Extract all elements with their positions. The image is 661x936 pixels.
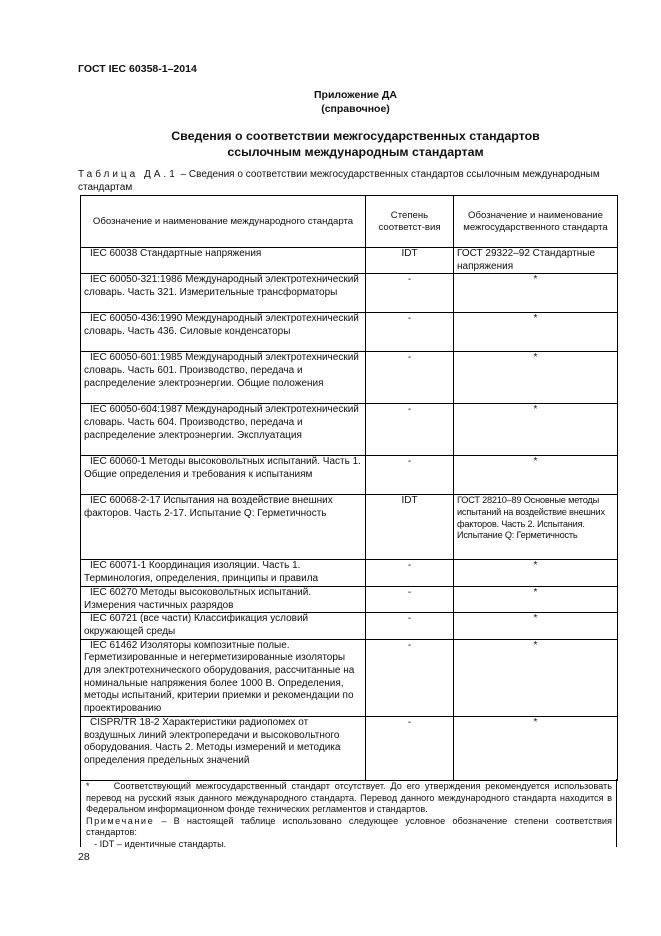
header-interstate-standard: Обозначение и наименование межгосударственного стандарта bbox=[454, 196, 618, 248]
row-gost: * bbox=[454, 313, 618, 352]
appendix-subtitle: (справочное) bbox=[321, 103, 390, 115]
row-degree: - bbox=[366, 274, 454, 313]
section-heading bbox=[25, 128, 661, 160]
row-gost: * bbox=[454, 456, 618, 495]
table-row bbox=[81, 716, 618, 780]
table-row bbox=[81, 639, 618, 716]
row-name: IEC 60050-321:1986 Международный электротехнический словарь. Часть 321. Измерительные трансформаторы bbox=[84, 274, 359, 299]
row-gost: * bbox=[454, 352, 618, 404]
row-degree: - bbox=[366, 352, 454, 404]
table-row bbox=[81, 352, 618, 404]
row-name: IEC 60050-436:1990 Международный электротехнический словарь. Часть 436. Силовые конденсаторы bbox=[84, 313, 359, 338]
table-caption bbox=[78, 169, 618, 194]
row-name: IEC 60721 (все части) Классификация условий окружающей среды bbox=[84, 613, 309, 637]
row-name: IEC 60038 Стандартные напряжения bbox=[90, 248, 262, 259]
row-degree: IDT bbox=[366, 248, 454, 274]
footnote-note bbox=[86, 816, 612, 839]
row-name: CISPR/TR 18-2 Характеристики радиопомех от воздушных линий электропередачи и высоковольтного оборудования. Часть 2. Методы измерений и методика определения предельных значений bbox=[84, 716, 341, 766]
table-caption-text: – Сведения о соответствии межгосударственных стандартов ссылочным международным стандартам bbox=[78, 169, 600, 193]
note-idt-item: - IDT – идентичные стандарты. bbox=[94, 838, 227, 849]
row-degree: - bbox=[366, 404, 454, 456]
row-degree: - bbox=[366, 586, 454, 612]
table-row bbox=[81, 404, 618, 456]
standards-table bbox=[80, 195, 618, 781]
table-footnotes bbox=[80, 779, 617, 847]
row-degree: - bbox=[366, 639, 454, 716]
row-gost: * bbox=[454, 404, 618, 456]
row-name: IEC 60068-2-17 Испытания на воздействие внешних факторов. Часть 2-17. Испытание Q: Герметичность bbox=[84, 495, 333, 520]
table-row bbox=[81, 586, 618, 612]
table-row bbox=[81, 456, 618, 495]
row-degree: - bbox=[366, 613, 454, 639]
table-row bbox=[81, 248, 618, 274]
row-degree: IDT bbox=[366, 495, 454, 560]
row-gost: * bbox=[454, 613, 618, 639]
row-degree: - bbox=[366, 313, 454, 352]
table-row bbox=[81, 495, 618, 560]
row-gost: ГОСТ 28210–89 Основные методы испытаний на воздействие внешних факторов. Часть 2. Испытания. Испытание Q: Герметичность bbox=[454, 495, 618, 560]
header-degree: Степень соответст-вия bbox=[366, 196, 454, 248]
footnote-star-mark: * bbox=[86, 781, 90, 791]
appendix-title: Приложение ДА bbox=[314, 89, 397, 101]
row-gost: * bbox=[454, 560, 618, 586]
row-gost: * bbox=[454, 639, 618, 716]
table-row bbox=[81, 560, 618, 586]
document-code: ГОСТ IEC 60358-1–2014 bbox=[78, 63, 197, 75]
row-name: IEC 60060-1 Методы высоковольтных испытаний. Часть 1. Общие определения и требования к испытаниям bbox=[84, 456, 361, 481]
footnote-star-text: Соответствующий межгосударственный стандарт отсутствует. До его утверждения рекомендуется использовать перевод на русский язык данного международного стандарта. Перевод данного международного стандарта находится в Федеральном информационном фонде технических регламентов и стандартов. bbox=[86, 781, 613, 814]
table-header-row bbox=[81, 196, 618, 248]
row-degree: - bbox=[366, 456, 454, 495]
page-number: 28 bbox=[78, 851, 90, 863]
note-label: Примечание bbox=[86, 815, 155, 826]
table-row bbox=[81, 274, 618, 313]
row-gost: * bbox=[454, 274, 618, 313]
row-degree: - bbox=[366, 716, 454, 780]
table-row bbox=[81, 313, 618, 352]
footnote-star bbox=[86, 781, 612, 816]
row-name: IEC 60050-604:1987 Международный электротехнический словарь. Часть 604. Производство, передача и распределение электроэнергии. Эксплуатация bbox=[84, 404, 359, 441]
section-heading-line-1: Сведения о соответствии межгосударственных стандартов bbox=[171, 129, 540, 143]
table-row bbox=[81, 613, 618, 639]
row-degree: - bbox=[366, 560, 454, 586]
note-text: – В настоящей таблице использовано следующее условное обозначение степени соответствия стандартов: bbox=[86, 815, 612, 837]
header-international-standard: Обозначение и наименование международного стандарта bbox=[81, 196, 366, 248]
row-name: IEC 61462 Изоляторы композитные полые. Герметизированные и негерметизированные изоляторы для электротехнического оборудования, рассчитанные на номинальные напряжения более 1000 В. Определения, методы испытаний, критерии приемки и рекомендации по проектированию bbox=[84, 639, 355, 715]
row-gost: * bbox=[454, 586, 618, 612]
row-gost: * bbox=[454, 716, 618, 780]
table-caption-label: Таблица ДА.1 bbox=[78, 169, 178, 180]
row-gost: ГОСТ 29322–92 Стандартные напряжения bbox=[457, 248, 596, 272]
row-name: IEC 60050-601:1985 Международный электротехнический словарь. Часть 601. Производство, передача и распределение электроэнергии. Общие положения bbox=[84, 352, 359, 389]
row-name: IEC 60071-1 Координация изоляции. Часть 1. Терминология, определения, принципы и правила bbox=[84, 560, 319, 585]
section-heading-line-2: ссылочным международным стандартам bbox=[227, 145, 484, 159]
row-name: IEC 60270 Методы высоковольтных испытаний. Измерения частичных разрядов bbox=[84, 586, 312, 611]
